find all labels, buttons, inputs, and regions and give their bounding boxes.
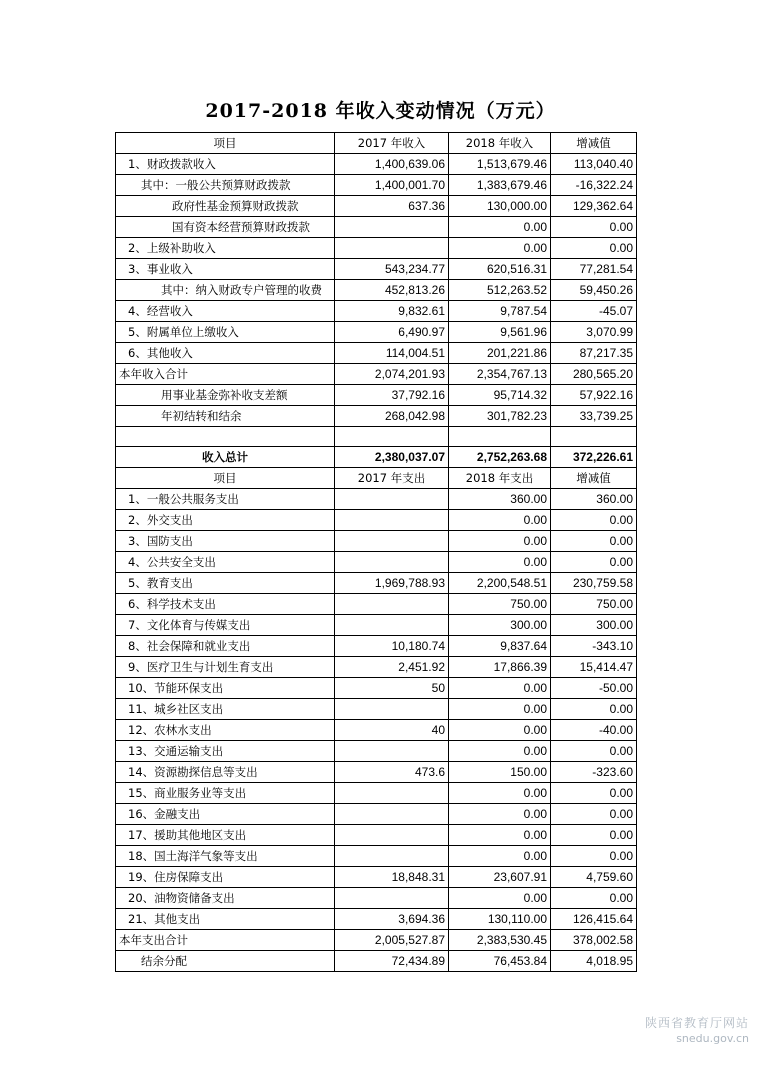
value-change: 0.00 xyxy=(551,238,637,259)
row-label: 13、交通运输支出 xyxy=(116,741,335,762)
table-row xyxy=(116,909,637,930)
row-label: 5、教育支出 xyxy=(116,573,335,594)
row-label: 年初结转和结余 xyxy=(116,406,335,427)
value-change: 280,565.20 xyxy=(551,364,637,385)
value-2017: 637.36 xyxy=(335,196,449,217)
value-2017: 40 xyxy=(335,720,449,741)
table-row xyxy=(116,280,637,301)
value-2018: 0.00 xyxy=(449,217,551,238)
row-label: 结余分配 xyxy=(116,951,335,972)
value-2018: 0.00 xyxy=(449,678,551,699)
row-label: 2、上级补助收入 xyxy=(116,238,335,259)
table-row xyxy=(116,531,637,552)
value-2017: 1,969,788.93 xyxy=(335,573,449,594)
table-row xyxy=(116,951,637,972)
value-2017 xyxy=(335,888,449,909)
value-2018: 95,714.32 xyxy=(449,385,551,406)
value-2018: 0.00 xyxy=(449,825,551,846)
value-2018: 76,453.84 xyxy=(449,951,551,972)
row-label: 其中：纳入财政专户管理的收费 xyxy=(116,280,335,301)
empty-cell xyxy=(449,427,551,447)
value-2017: 2,380,037.07 xyxy=(335,447,449,468)
row-label: 10、节能环保支出 xyxy=(116,678,335,699)
value-2018: 2,752,263.68 xyxy=(449,447,551,468)
value-2017: 50 xyxy=(335,678,449,699)
row-label: 17、援助其他地区支出 xyxy=(116,825,335,846)
row-label: 2、外交支出 xyxy=(116,510,335,531)
value-2018: 360.00 xyxy=(449,489,551,510)
value-2018: 0.00 xyxy=(449,741,551,762)
row-label: 3、事业收入 xyxy=(116,259,335,280)
row-label: 9、医疗卫生与计划生育支出 xyxy=(116,657,335,678)
row-label: 6、科学技术支出 xyxy=(116,594,335,615)
table-row xyxy=(116,930,637,951)
table-row xyxy=(116,552,637,573)
value-2017 xyxy=(335,846,449,867)
table-row xyxy=(116,447,637,468)
table-row xyxy=(116,657,637,678)
row-label: 1、财政拨款收入 xyxy=(116,154,335,175)
value-2018: 620,516.31 xyxy=(449,259,551,280)
value-2017 xyxy=(335,238,449,259)
row-label: 5、附属单位上缴收入 xyxy=(116,322,335,343)
table-row xyxy=(116,510,637,531)
row-label: 其中：一般公共预算财政拨款 xyxy=(116,175,335,196)
column-header: 2018 年支出 xyxy=(449,468,551,489)
value-2017 xyxy=(335,825,449,846)
table-row xyxy=(116,385,637,406)
value-change: 77,281.54 xyxy=(551,259,637,280)
value-change: 0.00 xyxy=(551,846,637,867)
value-change: 87,217.35 xyxy=(551,343,637,364)
value-2018: 512,263.52 xyxy=(449,280,551,301)
value-2017: 473.6 xyxy=(335,762,449,783)
table-row xyxy=(116,804,637,825)
table-row xyxy=(116,741,637,762)
value-2017 xyxy=(335,510,449,531)
row-label: 4、公共安全支出 xyxy=(116,552,335,573)
row-label: 用事业基金弥补收支差额 xyxy=(116,385,335,406)
table-row xyxy=(116,762,637,783)
value-2018: 130,110.00 xyxy=(449,909,551,930)
table-row xyxy=(116,217,637,238)
row-label: 18、国土海洋气象等支出 xyxy=(116,846,335,867)
table-row xyxy=(116,615,637,636)
value-change: 750.00 xyxy=(551,594,637,615)
value-2017: 10,180.74 xyxy=(335,636,449,657)
value-2018: 301,782.23 xyxy=(449,406,551,427)
value-change: -343.10 xyxy=(551,636,637,657)
table-row xyxy=(116,888,637,909)
value-2017: 18,848.31 xyxy=(335,867,449,888)
row-label: 1、一般公共服务支出 xyxy=(116,489,335,510)
value-change: 0.00 xyxy=(551,825,637,846)
value-change: -323.60 xyxy=(551,762,637,783)
value-2017: 6,490.97 xyxy=(335,322,449,343)
value-2018: 201,221.86 xyxy=(449,343,551,364)
value-2018: 23,607.91 xyxy=(449,867,551,888)
row-label: 14、资源勘探信息等支出 xyxy=(116,762,335,783)
value-2017: 72,434.89 xyxy=(335,951,449,972)
value-change: 230,759.58 xyxy=(551,573,637,594)
value-2017: 268,042.98 xyxy=(335,406,449,427)
value-2017: 1,400,001.70 xyxy=(335,175,449,196)
value-change: 0.00 xyxy=(551,783,637,804)
value-change: 0.00 xyxy=(551,804,637,825)
value-2018: 130,000.00 xyxy=(449,196,551,217)
value-2017 xyxy=(335,804,449,825)
column-header: 2017 年收入 xyxy=(335,133,449,154)
table-row xyxy=(116,573,637,594)
table-row xyxy=(116,301,637,322)
value-2018: 0.00 xyxy=(449,888,551,909)
row-label: 国有资本经营预算财政拨款 xyxy=(116,217,335,238)
value-2018: 750.00 xyxy=(449,594,551,615)
value-2018: 9,787.54 xyxy=(449,301,551,322)
value-2017 xyxy=(335,552,449,573)
table-row xyxy=(116,364,637,385)
site-watermark xyxy=(645,1016,749,1046)
table-row xyxy=(116,678,637,699)
table-row xyxy=(116,825,637,846)
row-label: 15、商业服务业等支出 xyxy=(116,783,335,804)
page-title: 2017-2018 年收入变动情况（万元） xyxy=(205,100,556,122)
row-label: 政府性基金预算财政拨款 xyxy=(116,196,335,217)
row-label: 6、其他收入 xyxy=(116,343,335,364)
table-row xyxy=(116,846,637,867)
value-2017: 543,234.77 xyxy=(335,259,449,280)
value-change: 15,414.47 xyxy=(551,657,637,678)
table-row xyxy=(116,594,637,615)
table-row xyxy=(116,867,637,888)
watermark-url: snedu.gov.cn xyxy=(676,1032,749,1045)
value-2018: 0.00 xyxy=(449,846,551,867)
value-2018: 0.00 xyxy=(449,510,551,531)
table-row xyxy=(116,238,637,259)
value-change: 0.00 xyxy=(551,888,637,909)
value-2017 xyxy=(335,594,449,615)
value-change: 0.00 xyxy=(551,510,637,531)
table-row xyxy=(116,783,637,804)
value-change: 300.00 xyxy=(551,615,637,636)
table-row xyxy=(116,636,637,657)
value-2017 xyxy=(335,783,449,804)
value-change: 4,018.95 xyxy=(551,951,637,972)
value-change: 0.00 xyxy=(551,699,637,720)
value-2018: 2,383,530.45 xyxy=(449,930,551,951)
value-2017 xyxy=(335,741,449,762)
value-2017: 9,832.61 xyxy=(335,301,449,322)
table-row xyxy=(116,322,637,343)
value-change: 0.00 xyxy=(551,552,637,573)
value-change: 378,002.58 xyxy=(551,930,637,951)
row-label: 本年收入合计 xyxy=(116,364,335,385)
value-2018: 2,200,548.51 xyxy=(449,573,551,594)
value-2017: 3,694.36 xyxy=(335,909,449,930)
table-row xyxy=(116,406,637,427)
empty-cell xyxy=(551,427,637,447)
value-change: -16,322.24 xyxy=(551,175,637,196)
value-2017 xyxy=(335,531,449,552)
value-change: 3,070.99 xyxy=(551,322,637,343)
table-row xyxy=(116,720,637,741)
value-change: -40.00 xyxy=(551,720,637,741)
column-header: 增减值 xyxy=(551,468,637,489)
value-change: 372,226.61 xyxy=(551,447,637,468)
value-change: 126,415.64 xyxy=(551,909,637,930)
value-2017: 452,813.26 xyxy=(335,280,449,301)
row-label: 3、国防支出 xyxy=(116,531,335,552)
value-change: 113,040.40 xyxy=(551,154,637,175)
income-expense-table xyxy=(115,132,637,972)
value-2018: 0.00 xyxy=(449,720,551,741)
value-2018: 0.00 xyxy=(449,552,551,573)
row-label: 12、农林水支出 xyxy=(116,720,335,741)
column-header: 项目 xyxy=(116,133,335,154)
value-2018: 0.00 xyxy=(449,783,551,804)
header-row xyxy=(116,133,637,154)
column-header: 项目 xyxy=(116,468,335,489)
table-row xyxy=(116,154,637,175)
value-2017: 37,792.16 xyxy=(335,385,449,406)
value-2018: 17,866.39 xyxy=(449,657,551,678)
spacer-row xyxy=(116,427,637,447)
value-change: 4,759.60 xyxy=(551,867,637,888)
table-row xyxy=(116,699,637,720)
row-label: 19、住房保障支出 xyxy=(116,867,335,888)
empty-cell xyxy=(116,427,335,447)
value-change: 360.00 xyxy=(551,489,637,510)
column-header: 增减值 xyxy=(551,133,637,154)
value-2017: 2,451.92 xyxy=(335,657,449,678)
value-2018: 0.00 xyxy=(449,699,551,720)
value-2017: 1,400,639.06 xyxy=(335,154,449,175)
value-2018: 0.00 xyxy=(449,804,551,825)
table-row xyxy=(116,343,637,364)
watermark-site-name: 陕西省教育厅网站 xyxy=(644,1016,749,1030)
value-2018: 0.00 xyxy=(449,238,551,259)
table-row xyxy=(116,175,637,196)
row-label: 7、文化体育与传媒支出 xyxy=(116,615,335,636)
value-change: 129,362.64 xyxy=(551,196,637,217)
row-label: 16、金融支出 xyxy=(116,804,335,825)
value-2017: 2,005,527.87 xyxy=(335,930,449,951)
value-2017: 2,074,201.93 xyxy=(335,364,449,385)
column-header: 2017 年支出 xyxy=(335,468,449,489)
value-2017 xyxy=(335,699,449,720)
row-label: 本年支出合计 xyxy=(116,930,335,951)
value-change: 59,450.26 xyxy=(551,280,637,301)
row-label: 8、社会保障和就业支出 xyxy=(116,636,335,657)
value-2017 xyxy=(335,615,449,636)
table-row xyxy=(116,196,637,217)
value-2018: 9,837.64 xyxy=(449,636,551,657)
value-2017: 114,004.51 xyxy=(335,343,449,364)
value-change: 0.00 xyxy=(551,531,637,552)
value-2018: 150.00 xyxy=(449,762,551,783)
table-row xyxy=(116,489,637,510)
value-2017 xyxy=(335,217,449,238)
value-2018: 300.00 xyxy=(449,615,551,636)
value-change: -45.07 xyxy=(551,301,637,322)
value-change: -50.00 xyxy=(551,678,637,699)
empty-cell xyxy=(335,427,449,447)
value-change: 0.00 xyxy=(551,217,637,238)
value-change: 33,739.25 xyxy=(551,406,637,427)
value-2018: 1,383,679.46 xyxy=(449,175,551,196)
row-label: 11、城乡社区支出 xyxy=(116,699,335,720)
value-2018: 9,561.96 xyxy=(449,322,551,343)
row-label: 4、经营收入 xyxy=(116,301,335,322)
value-2017 xyxy=(335,489,449,510)
column-header: 2018 年收入 xyxy=(449,133,551,154)
value-change: 57,922.16 xyxy=(551,385,637,406)
value-2018: 0.00 xyxy=(449,531,551,552)
row-label: 20、油物资储备支出 xyxy=(116,888,335,909)
table-row xyxy=(116,259,637,280)
header-row xyxy=(116,468,637,489)
value-change: 0.00 xyxy=(551,741,637,762)
row-label: 收入总计 xyxy=(116,447,335,468)
value-2018: 2,354,767.13 xyxy=(449,364,551,385)
row-label: 21、其他支出 xyxy=(116,909,335,930)
value-2018: 1,513,679.46 xyxy=(449,154,551,175)
